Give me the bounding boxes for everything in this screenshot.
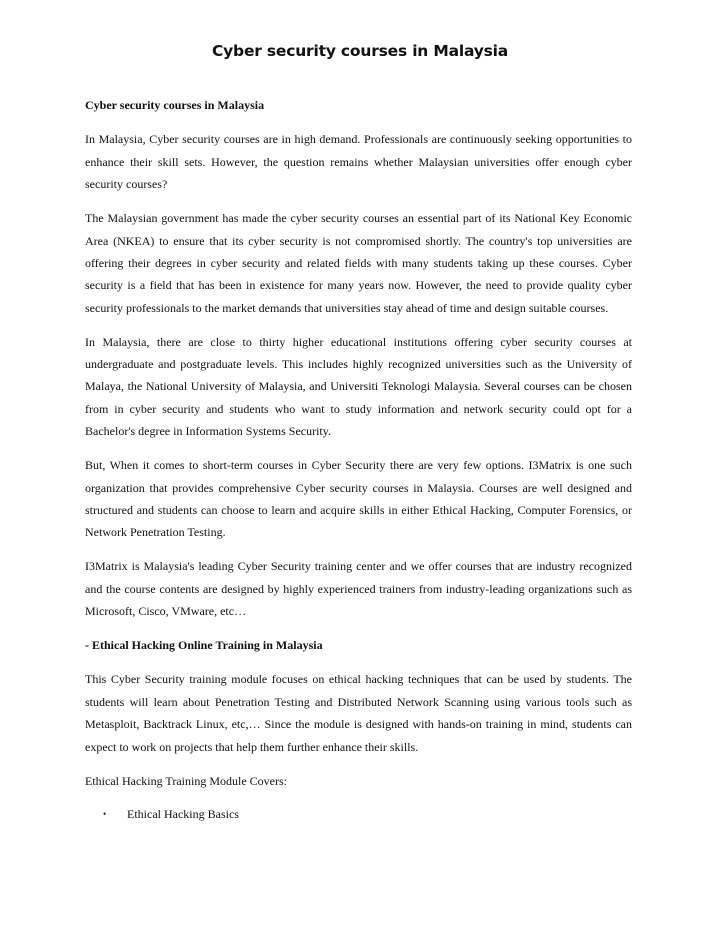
paragraph: This Cyber Security training module focuses on ethical hacking techniques that can be used by students. The students will learn about Penetration Testing and Distributed Network Scanning using various tools such as Metasploit, Backtrack Linux, etc,… Since the module is designed with hands-on training in mind, students can expect to work on projects that help them further enhance their skills.: [85, 672, 632, 754]
bullet-list: [85, 803, 632, 825]
list-item-label: Ethical Hacking Basics: [127, 807, 239, 822]
subheading: Cyber security courses in Malaysia: [85, 98, 265, 112]
paragraph: Ethical Hacking Training Module Covers:: [85, 773, 287, 788]
paragraph: But, When it comes to short-term courses in Cyber Security there are very few options. I3Matrix is one such organization that provides comprehensive Cyber security courses in Malaysia. Courses are well designed and structured and students can choose to learn and acquire skills in either Ethical Hacking, Computer Forensics, or Network Penetration Testing.: [85, 458, 632, 540]
list-item: [103, 803, 632, 825]
paragraph: In Malaysia, Cyber security courses are in high demand. Professionals are continuously seeking opportunities to enhance their skill sets. However, the question remains whether Malaysian universities offer enough cyber security courses?: [85, 132, 632, 192]
paragraph: In Malaysia, there are close to thirty higher educational institutions offering cyber security courses at undergraduate and postgraduate levels. This includes highly recognized universities such as the University of Malaya, the National University of Malaysia, and Universiti Teknologi Malaysia. Several courses can be chosen from in cyber security and students who want to study information and network security could opt for a Bachelor's degree in Information Systems Security.: [85, 334, 632, 439]
paragraph: The Malaysian government has made the cyber security courses an essential part of its National Key Economic Area (NKEA) to ensure that its cyber security is not compromised shortly. The country's top universities are offering their degrees in cyber security and related fields with many students taking up these courses. Cyber security is a field that has been in existence for many years now. However, the need to provide quality cyber security professionals to the market demands that universities stay ahead of time and design suitable courses.: [85, 211, 632, 315]
bullet-icon: •: [103, 809, 107, 820]
document-body: [85, 94, 632, 826]
section-heading: - Ethical Hacking Online Training in Malaysia: [85, 638, 323, 653]
paragraph: I3Matrix is Malaysia's leading Cyber Security training center and we offer courses that are industry recognized and the course contents are designed by highly experienced trainers from industry-leading organizations such as Microsoft, Cisco, VMware, etc…: [85, 559, 632, 619]
document-title: Cyber security courses in Malaysia: [211, 42, 509, 60]
